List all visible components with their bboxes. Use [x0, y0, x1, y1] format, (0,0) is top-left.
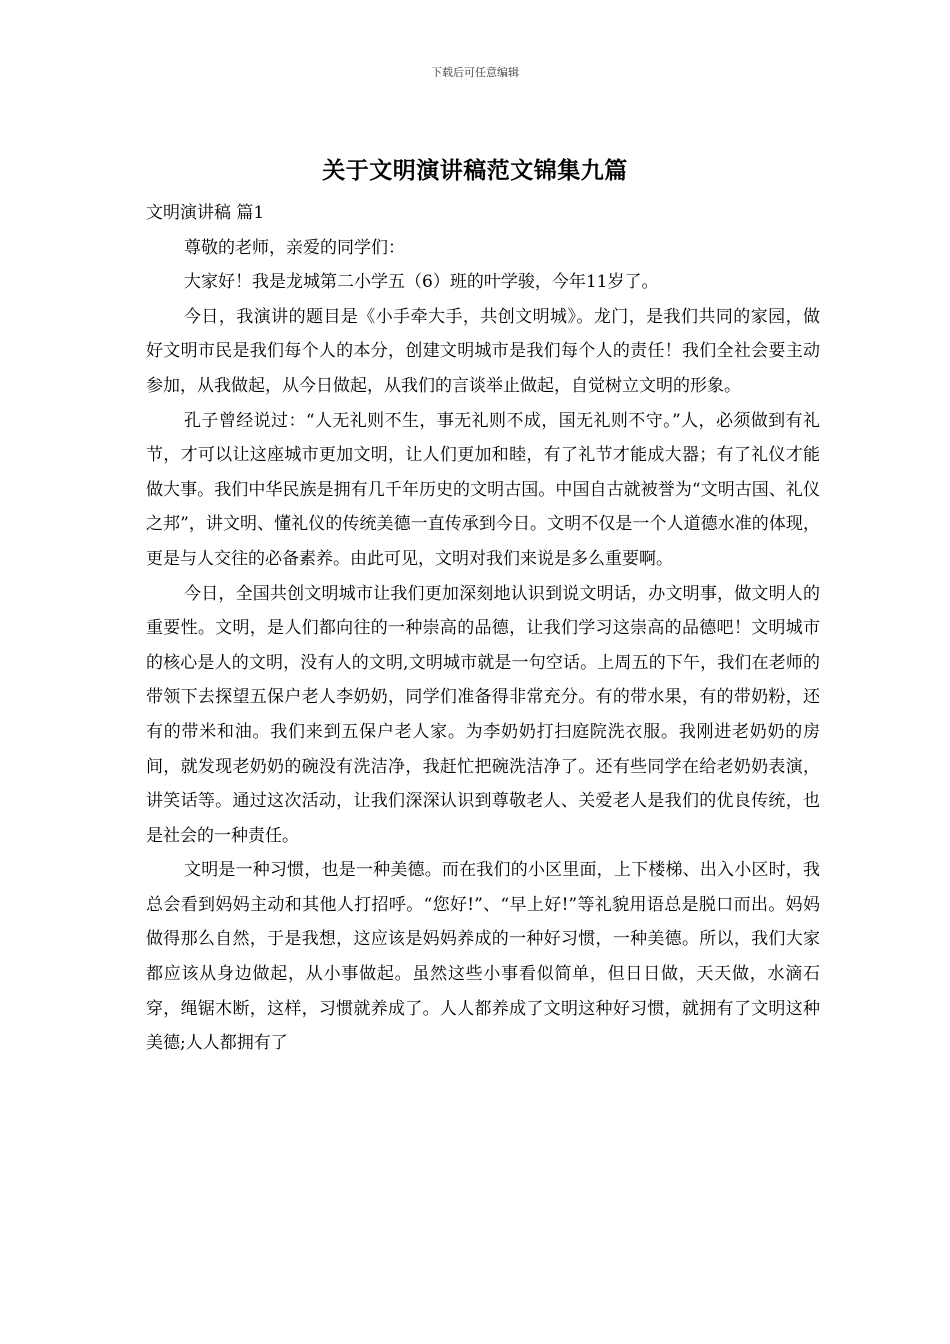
paragraph-civilized-city: 今日，全国共创文明城市让我们更加深刻地认识到说文明话，办文明事，做文明人的重要性。文明，是人们都向往的一种崇高的品德，让我们学习这崇高的品德吧！文明城市的核心是人的文明，没有人的文明,文明城市就是一句空话。上周五的下午，我们在老师的带领下去探望五保户老人李奶奶，同学们准备得非常充分。有的带水果，有的带奶粉，还有的带米和油。我们来到五保户老人家。为李奶奶打扫庭院洗衣服。我刚进老奶奶的房间，就发现老奶奶的碗没有洗洁净，我赶忙把碗洗洁净了。还有些同学在给老奶奶表演，讲笑话等。通过这次活动，让我们深深认识到尊敬老人、关爱老人是我们的优良传统，也是社会的一种责任。 [146, 583, 820, 846]
document-title: 关于文明演讲稿范文锦集九篇 [322, 157, 628, 184]
page-header-note: 下载后可任意编辑 [431, 66, 519, 79]
paragraph-confucius: 孔子曾经说过：“人无礼则不生，事无礼则不成，国无礼则不守。”人，必须做到有礼节，才可以让这座城市更加文明，让人们更加和睦，有了礼节才能成大器；有了礼仪才能做大事。我们中华民族是拥有几千年历史的文明古国。中国自古就被誉为“文明古国、礼仪之邦”，讲文明、懂礼仪的传统美德一直传承到今日。文明不仅是一个人道德水准的体现，更是与人交往的必备素养。由此可见，文明对我们来说是多么重要啊。 [146, 410, 820, 569]
paragraph-introduction: 大家好！我是龙城第二小学五（6）班的叶学骏，今年11岁了。 [184, 272, 659, 293]
section-heading: 文明演讲稿 篇1 [146, 203, 265, 223]
paragraph-greeting: 尊敬的老师，亲爱的同学们： [184, 237, 405, 258]
paragraph-topic: 今日，我演讲的题目是《小手牵大手，共创文明城》。龙门，是我们共同的家园，做好文明市民是我们每个人的本分，创建文明城市是我们每个人的责任！我们全社会要主动参加，从我做起，从今日做起，从我们的言谈举止做起，自觉树立文明的形象。 [146, 306, 820, 396]
document-body [146, 196, 820, 1061]
paragraph-habit: 文明是一种习惯，也是一种美德。而在我们的小区里面，上下楼梯、出入小区时，我总会看到妈妈主动和其他人打招呼。“您好!”、“早上好!”等礼貌用语总是脱口而出。妈妈做得那么自然，于是我想，这应该是妈妈养成的一种好习惯，一种美德。所以，我们大家都应该从身边做起，从小事做起。虽然这些小事看似简单，但日日做，天天做，水滴石穿，绳锯木断，这样，习惯就养成了。人人都养成了文明这种好习惯，就拥有了文明这种美德;人人都拥有了 [146, 860, 820, 1054]
